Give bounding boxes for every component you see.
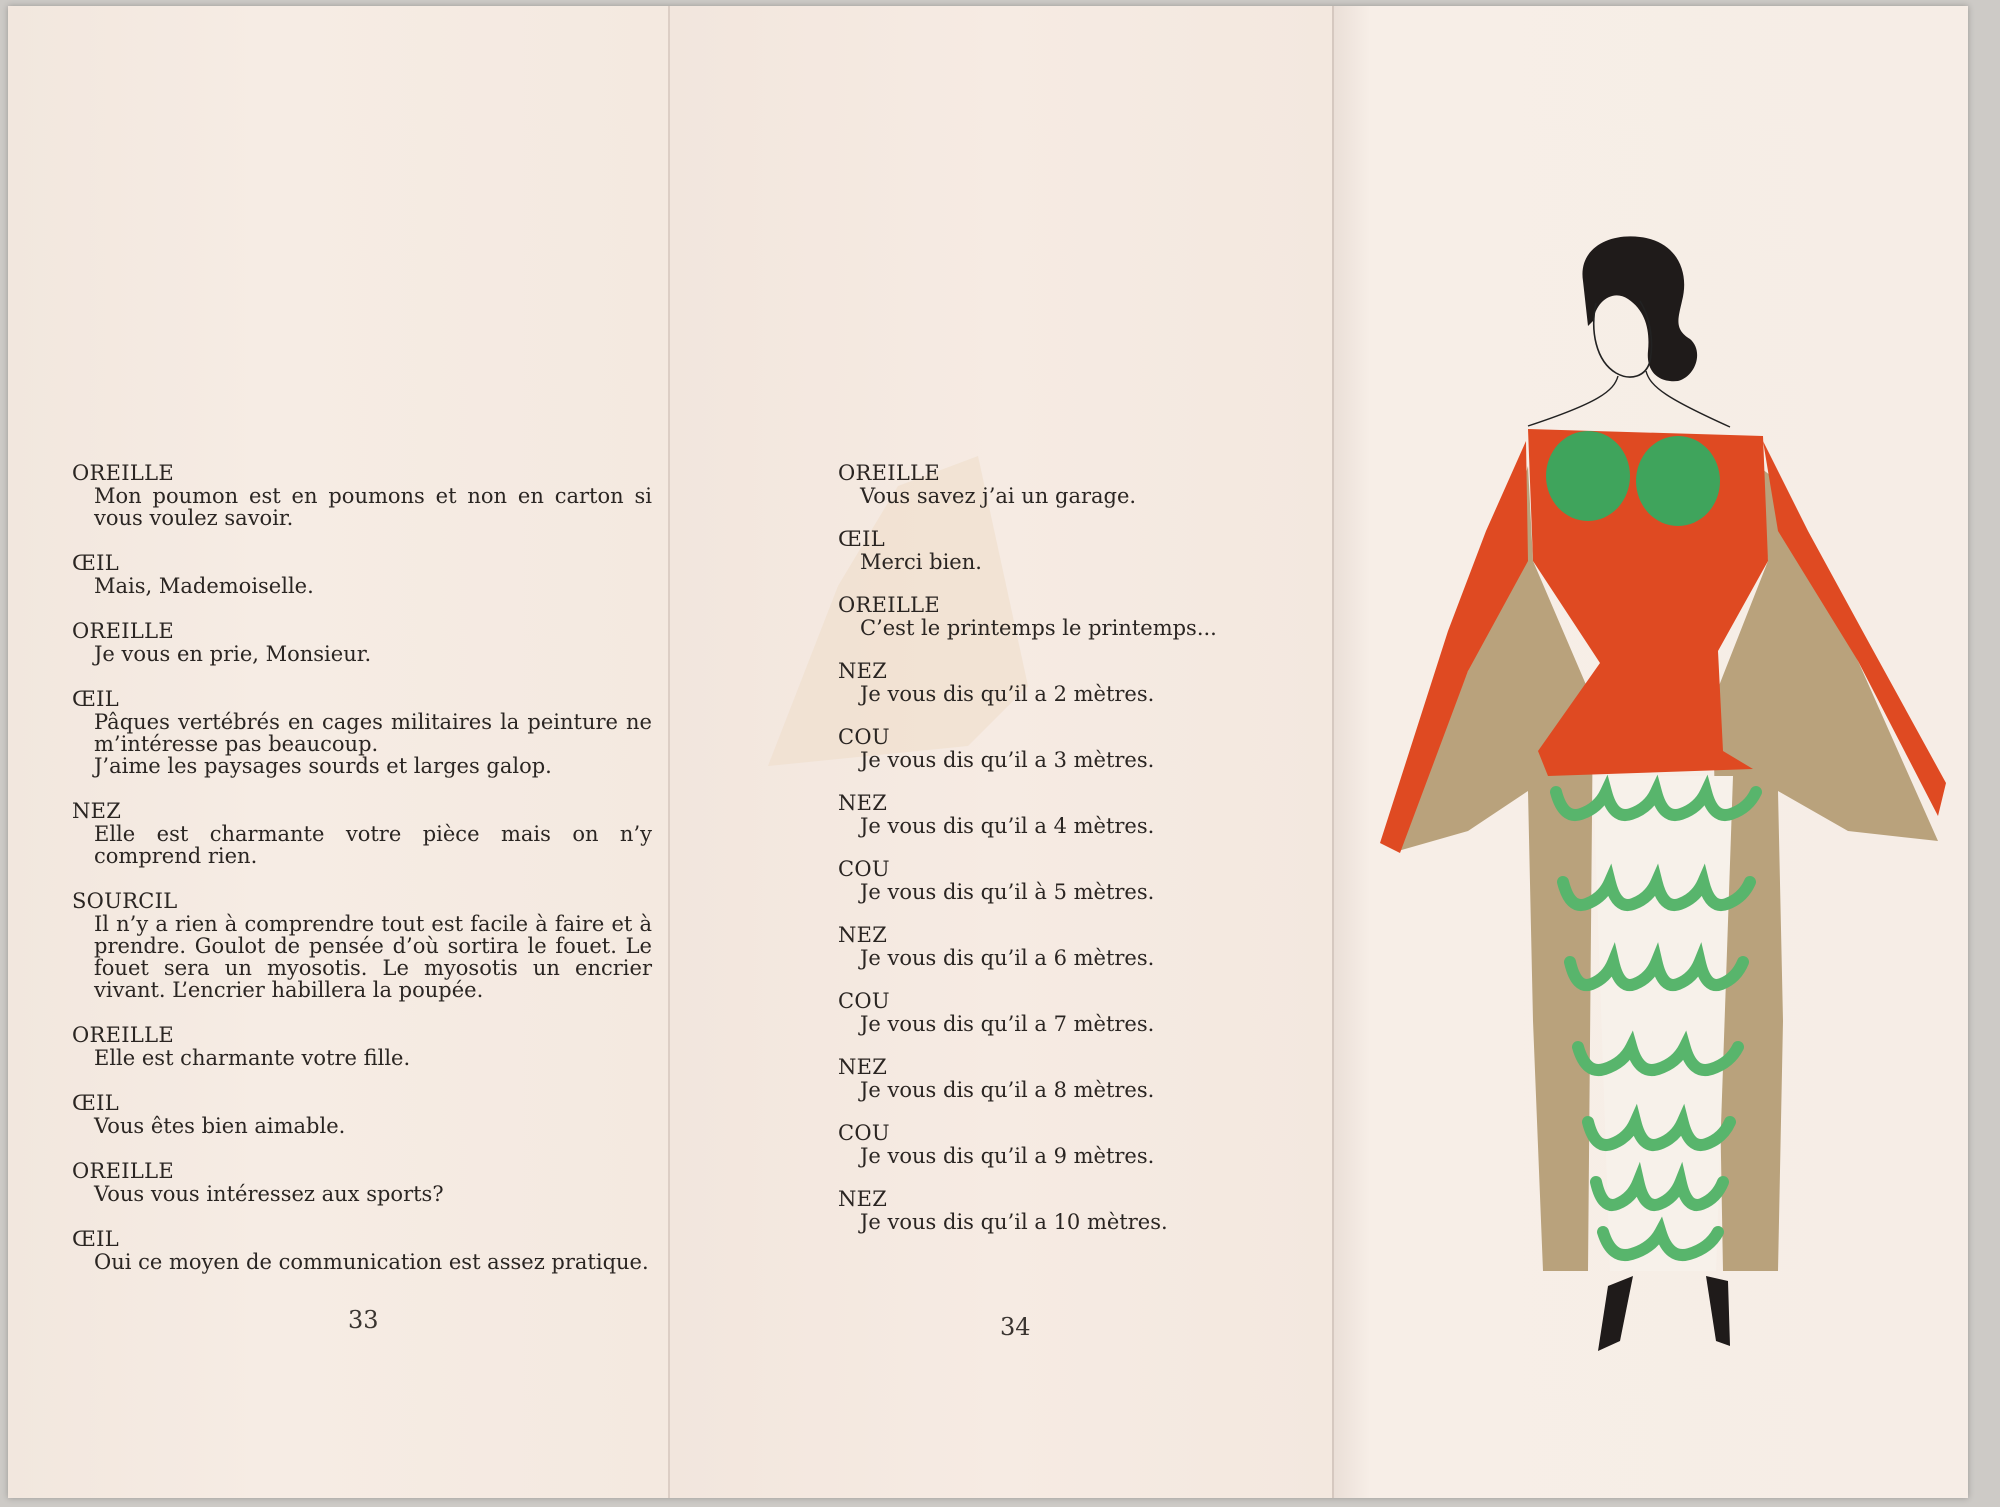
dialogue-line: Vous êtes bien aimable. — [94, 1114, 346, 1138]
dialogue-line: Vous savez j’ai un garage. — [860, 484, 1137, 508]
dialogue-entry — [72, 551, 652, 597]
speaker-name: COU — [838, 857, 890, 881]
hair-shape — [1582, 236, 1697, 381]
dialogue-entry — [838, 989, 1258, 1035]
dialogue-line: C’est le printemps le printemps... — [860, 616, 1217, 640]
dialogue-entry — [72, 461, 652, 529]
dialogue-entry — [838, 1187, 1258, 1233]
dialogue-entry — [72, 1091, 652, 1137]
dialogue-line: Merci bien. — [860, 550, 982, 574]
speaker-name: NEZ — [72, 799, 122, 823]
dialogue-line: Je vous dis qu’il a 10 mètres. — [860, 1210, 1168, 1234]
dialogue-line: Oui ce moyen de communication est assez pratique. — [94, 1250, 649, 1274]
speaker-name: ŒIL — [838, 527, 886, 551]
speaker-name: OREILLE — [72, 1159, 174, 1183]
speaker-name: ŒIL — [72, 1227, 120, 1251]
bodice-circle-right — [1636, 436, 1720, 526]
page-number: 34 — [1000, 1313, 1031, 1341]
speaker-name: COU — [838, 725, 890, 749]
dialogue-entry — [838, 857, 1258, 903]
dialogue-entry — [72, 1023, 652, 1069]
dialogue-entry — [72, 687, 652, 777]
dialogue-entry — [72, 799, 652, 867]
speaker-name: NEZ — [838, 1055, 888, 1079]
dialogue-entry — [838, 527, 1258, 573]
dialogue-entry — [838, 593, 1258, 639]
dialogue-entry — [838, 725, 1258, 771]
speaker-name: NEZ — [838, 1187, 888, 1211]
dialogue-entry — [838, 461, 1258, 507]
speaker-name: NEZ — [838, 923, 888, 947]
dialogue-page-33 — [72, 461, 652, 1295]
dialogue-entry — [72, 889, 652, 1001]
dialogue-line: Il n’y a rien à comprendre tout est facile à faire et à prendre. Goulot de pensée d’où sortira le fouet. Le fouet sera un myosotis. Le myosotis un encrier vivant. L’encrier habillera la poupée. — [94, 912, 652, 1002]
speaker-name: SOURCIL — [72, 889, 178, 913]
neck-lines — [1528, 371, 1730, 427]
foot-left — [1598, 1276, 1633, 1351]
dialogue-line: Vous vous intéressez aux sports? — [94, 1182, 444, 1206]
speaker-name: OREILLE — [72, 1023, 174, 1047]
speaker-name: NEZ — [838, 659, 888, 683]
dialogue-line: Je vous dis qu’il à 5 mètres. — [860, 880, 1155, 904]
dialogue-line: Mais, Mademoiselle. — [94, 574, 314, 598]
speaker-name: ŒIL — [72, 551, 120, 575]
dialogue-line: Je vous dis qu’il a 2 mètres. — [860, 682, 1155, 706]
speaker-name: OREILLE — [72, 461, 174, 485]
dialogue-line: Elle est charmante votre pièce mais on n’y comprend rien. — [94, 822, 652, 868]
fold-line — [1332, 6, 1334, 1498]
page-number: 33 — [348, 1306, 379, 1334]
dialogue-entry — [838, 923, 1258, 969]
speaker-name: COU — [838, 1121, 890, 1145]
dialogue-line: Mon poumon est en poumons et non en carton si vous voulez savoir. — [94, 484, 652, 530]
dialogue-line: Je vous dis qu’il a 8 mètres. — [860, 1078, 1155, 1102]
bodice-circle-left — [1546, 431, 1630, 521]
speaker-name: OREILLE — [838, 593, 940, 617]
speaker-name: OREILLE — [72, 619, 174, 643]
dialogue-line: Elle est charmante votre fille. — [94, 1046, 411, 1070]
dialogue-line: Je vous dis qu’il a 7 mètres. — [860, 1012, 1155, 1036]
speaker-name: NEZ — [838, 791, 888, 815]
dialogue-line: Je vous dis qu’il a 9 mètres. — [860, 1144, 1155, 1168]
foot-right — [1706, 1276, 1730, 1346]
dialogue-entry — [838, 659, 1258, 705]
costume-figure-illustration — [1378, 231, 1998, 1361]
dialogue-line: Je vous dis qu’il a 6 mètres. — [860, 946, 1155, 970]
speaker-name: ŒIL — [72, 1091, 120, 1115]
book-spread — [8, 6, 1968, 1498]
dialogue-page-34 — [838, 461, 1258, 1253]
dialogue-line: Je vous en prie, Monsieur. — [94, 642, 372, 666]
dialogue-line: Je vous dis qu’il a 3 mètres. — [860, 748, 1155, 772]
dialogue-entry — [838, 1121, 1258, 1167]
dialogue-entry — [72, 619, 652, 665]
dialogue-entry — [838, 1055, 1258, 1101]
dialogue-line: Pâques vertébrés en cages militaires la peinture ne m’intéresse pas beaucoup. — [94, 710, 652, 756]
speaker-name: OREILLE — [838, 461, 940, 485]
dialogue-entry — [72, 1159, 652, 1205]
dialogue-line: Je vous dis qu’il a 4 mètres. — [860, 814, 1155, 838]
speaker-name: COU — [838, 989, 890, 1013]
dialogue-entry — [72, 1227, 652, 1273]
dialogue-entry — [838, 791, 1258, 837]
fold-line — [668, 6, 670, 1498]
speaker-name: ŒIL — [72, 687, 120, 711]
dialogue-line: J’aime les paysages sourds et larges galop. — [94, 754, 552, 778]
